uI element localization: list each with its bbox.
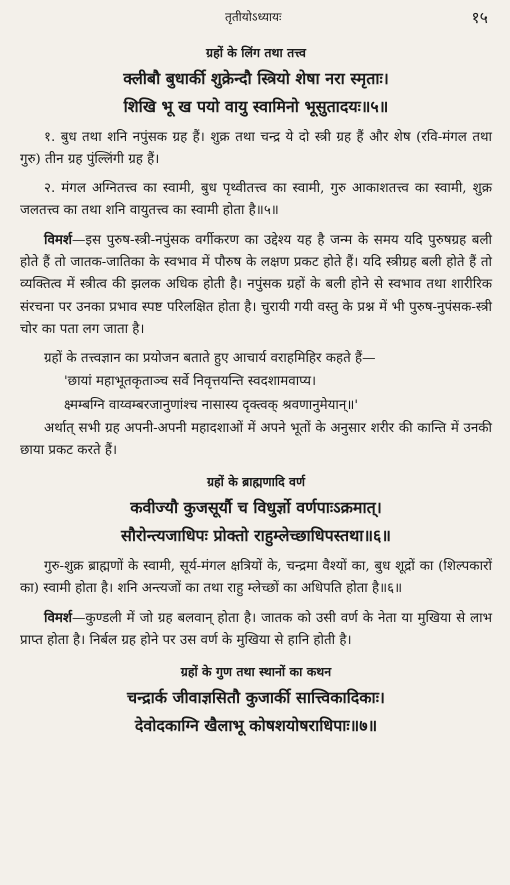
- quote-line-1: 'छायां महाभूतकृताञ्च सर्वे निवृत्तयन्ति स्वदशामवाप्य।: [64, 374, 317, 390]
- section-heading-qualities: ग्रहों के गुण तथा स्थानों का कथन: [180, 663, 332, 679]
- varna-explanation: गुरु-शुक्र ब्राह्मणों के स्वामी, सूर्य-मंगल क्षत्रियों के, चन्द्रमा वैश्यों का, बुध शूद्रों का (शिल्पकारों का) स्वामी होता है। शनि अन्त्यजों का तथा राहु म्लेच्छों का अधिपति होता है॥६॥: [20, 558, 492, 597]
- section-heading-gender-elements: ग्रहों के लिंग तथा तत्त्व: [206, 45, 306, 60]
- meaning-paragraph: अर्थात् सभी ग्रह अपनी-अपनी महादशाओं में अपने भूतों के अनुसार शरीर की कान्ति में उनकी छाया प्रकट करते हैं।: [20, 421, 492, 459]
- explanation-paragraph-2: २. मंगल अग्नितत्त्व का स्वामी, बुध पृथ्वीतत्त्व का स्वामी, गुरु आकाशतत्त्व का स्वामी, शुक्र जलतत्त्व का तथा शनि वायुतत्त्व का स्वामी होता है॥५॥: [20, 180, 492, 219]
- vimarsh-text-2: —कुण्डली में जो ग्रह बलवान् होता है। जातक को उसी वर्ण के नेता या मुखिया से लाभ प्राप्त होता है। निर्बल ग्रह होने पर उस वर्ण के मुखिया से हानि होती है।: [20, 610, 492, 649]
- verse-5-line-1: क्लीबौ बुधार्की शुक्रेन्दौ स्त्रियो शेषा नरा स्मृताः।: [123, 69, 389, 88]
- vimarsh-label-2: विमर्श: [44, 609, 73, 626]
- verse-7-line-1: चन्द्रार्क जीवाज्ञसितौ कुजार्की सात्त्विकादिकाः।: [127, 687, 385, 707]
- page-header: [0, 8, 510, 30]
- section-heading-varna: ग्रहों के ब्राह्मणादि वर्ण: [206, 473, 306, 489]
- page-body: [20, 44, 492, 740]
- explanation-paragraph-1: १. बुध तथा शनि नपुंसक ग्रह हैं। शुक्र तथा चन्द्र ये दो स्त्री ग्रह हैं और शेष (रवि-मंगल तथा गुरु) तीन ग्रह पुंल्लिंगी ग्रह हैं।: [20, 130, 492, 168]
- running-head: तृतीयोऽध्यायः: [225, 10, 282, 24]
- verse-5-line-2: शिखि भू ख पयो वायु स्वामिनो भूसुतादयः॥५॥: [123, 97, 389, 116]
- verse-6-line-2: सौरोन्त्यजाधिपः प्रोक्तो राहुम्लेच्छाधिपस्तथा॥६॥: [121, 525, 391, 545]
- page-number: १५: [471, 8, 488, 27]
- vimarsh-paragraph-2: [20, 607, 492, 653]
- varahamihira-intro: ग्रहों के तत्त्वज्ञान का प्रयोजन बताते हुए आचार्य वराहमिहिर कहते हैं—: [44, 350, 376, 366]
- verse-6-line-1: कवीज्यौ कुजसूर्यौ च विधुर्ज्ञो वर्णपाःऽक्रमात्।: [130, 497, 382, 517]
- vimarsh-text: —इस पुरुष-स्त्री-नपुंसक वर्गीकरण का उद्देश्य यह है जन्म के समय यदि पुरुषग्रह बली होते हैं तो जातक-जातिका के स्वभाव में पौरुष के लक्षण प्रकट होते हैं। यदि स्त्रीग्रह बली होते हैं तो व्यक्तित्व में स्त्रीत्व की झलक अधिक होती है। नपुंसक ग्रहों के बली होने से स्वभाव तथा शारीरिक संरचना पर उनका प्रभाव स्पष्ट परिलक्षित होता है। चुरायी गयी वस्तु के प्रश्न में भी पुरुष-नुपंसक-स्त्री चोर का पता लग जाता है।: [20, 232, 492, 338]
- verse-7-line-2: देवोदकाग्नि खैलाभू कोषशयोषराधिपाः॥७॥: [134, 715, 378, 735]
- quote-line-2: क्ष्मम्बग्नि वाय्वम्बरजानुणांश्च नासास्य दृक्त्वक् श्रवणानुमेयान्॥': [64, 398, 359, 414]
- vimarsh-paragraph-1: [20, 229, 492, 342]
- vimarsh-label: विमर्श: [44, 231, 73, 248]
